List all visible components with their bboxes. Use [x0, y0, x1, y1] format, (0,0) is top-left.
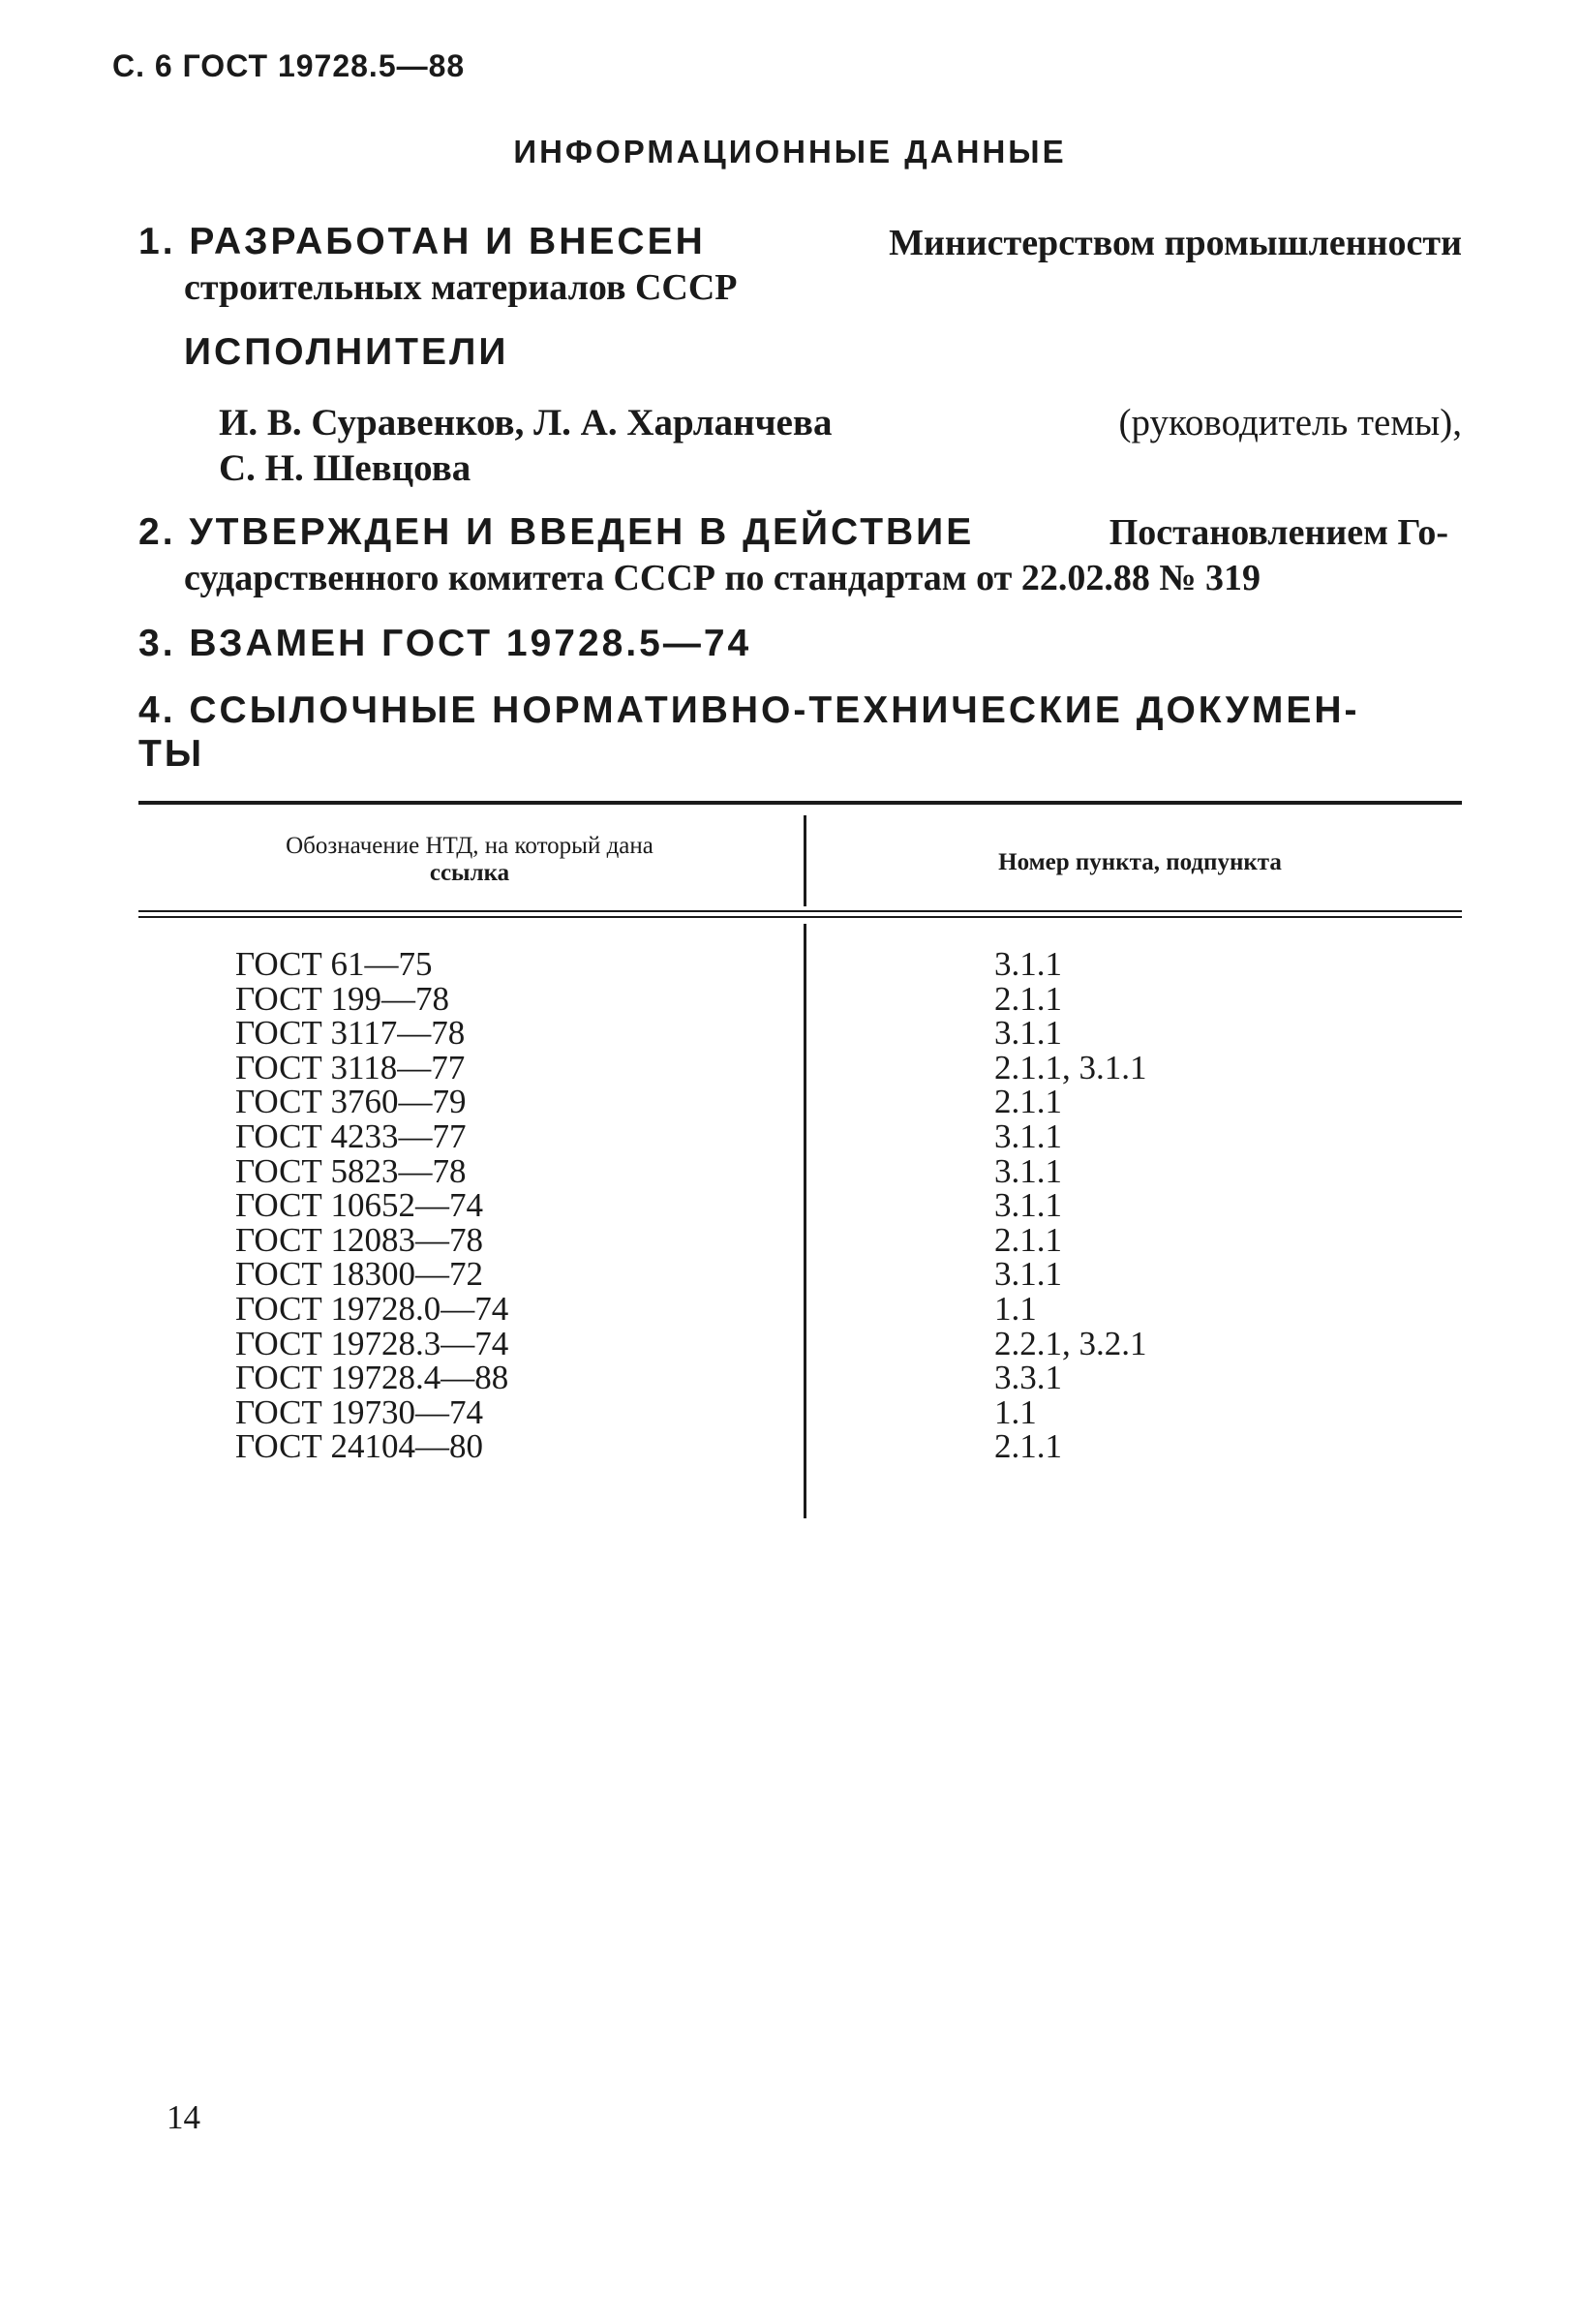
table-cell-clause: 3.1.1	[994, 1255, 1062, 1294]
item-4-heading-line-2: ТЫ	[138, 733, 205, 775]
table-cell-clause: 2.1.1, 3.1.1	[994, 1048, 1147, 1086]
performers-heading: ИСПОЛНИТЕЛИ	[184, 331, 509, 373]
table-cell-clause: 3.3.1	[994, 1359, 1062, 1397]
table-header-rule-1	[138, 910, 1462, 912]
table-cell-clause: 3.1.1	[994, 1116, 1062, 1155]
table-col-1-header	[174, 833, 765, 887]
table-header-rule-2	[138, 916, 1462, 918]
item-1-heading: 1. РАЗРАБОТАН И ВНЕСЕН	[138, 221, 706, 262]
table-cell-doc: ГОСТ 3118—77	[235, 1048, 466, 1086]
page-title: ИНФОРМАЦИОННЫЕ ДАННЫЕ	[513, 134, 1067, 169]
table-col-1-values	[235, 947, 508, 1464]
table-cell-doc: ГОСТ 18300—72	[235, 1255, 484, 1294]
table-cell-clause: 2.2.1, 3.2.1	[994, 1324, 1147, 1362]
table-cell-clause: 2.1.1	[994, 979, 1062, 1018]
table-body-divider	[804, 924, 806, 1518]
page-header-reference: С. 6 ГОСТ 19728.5—88	[112, 48, 466, 83]
table-col-1-header-line-1: Обозначение НТД, на который дана	[286, 833, 653, 859]
table-cell-doc: ГОСТ 12083—78	[235, 1220, 484, 1259]
table-cell-clause: 3.1.1	[994, 1151, 1062, 1190]
table-cell-clause: 1.1	[994, 1289, 1037, 1328]
item-4-heading-line-1: 4. ССЫЛОЧНЫЕ НОРМАТИВНО-ТЕХНИЧЕСКИЕ ДОКУМЕН-	[138, 689, 1360, 731]
table-cell-doc: ГОСТ 3760—79	[235, 1083, 467, 1121]
table-cell-doc: ГОСТ 199—78	[235, 979, 450, 1018]
item-1-line-2: строительных материалов СССР	[184, 267, 738, 308]
item-3-heading: 3. ВЗАМЕН ГОСТ 19728.5—74	[138, 623, 752, 664]
table-cell-clause: 3.1.1	[994, 1186, 1062, 1225]
table-col-2-header-text: Номер пункта, подпункта	[998, 849, 1282, 875]
table-cell-doc: ГОСТ 19728.3—74	[235, 1324, 509, 1362]
table-col-1-header-line-2: ссылка	[429, 860, 510, 886]
item-2-text: Постановлением Го-	[1109, 512, 1448, 553]
table-cell-clause: 2.1.1	[994, 1083, 1062, 1121]
item-1-text: Министерством промышленности	[889, 223, 1462, 263]
table-cell-clause: 3.1.1	[994, 945, 1062, 983]
table-col-2-header	[818, 849, 1462, 876]
table-cell-clause: 2.1.1	[994, 1220, 1062, 1259]
table-cell-doc: ГОСТ 3117—78	[235, 1014, 466, 1053]
table-top-rule	[138, 801, 1462, 805]
table-col-2-values	[994, 947, 1147, 1464]
table-header-divider	[804, 815, 806, 906]
table-cell-clause: 2.1.1	[994, 1427, 1062, 1466]
table-cell-doc: ГОСТ 19728.0—74	[235, 1289, 509, 1328]
table-cell-doc: ГОСТ 24104—80	[235, 1427, 484, 1466]
table-cell-doc: ГОСТ 5823—78	[235, 1151, 467, 1190]
table-cell-doc: ГОСТ 10652—74	[235, 1186, 484, 1225]
item-2-line-2: сударственного комитета СССР по стандартам от 22.02.88 № 319	[184, 558, 1261, 598]
item-2-heading: 2. УТВЕРЖДЕН И ВВЕДЕН В ДЕЙСТВИЕ	[138, 511, 975, 553]
table-cell-doc: ГОСТ 19730—74	[235, 1392, 484, 1431]
table-cell-doc: ГОСТ 4233—77	[235, 1116, 467, 1155]
performer-names: И. В. Суравенков, Л. А. Харланчева	[219, 402, 833, 443]
performer-role-note: (руководитель темы),	[1118, 402, 1462, 443]
table-cell-clause: 1.1	[994, 1392, 1037, 1431]
table-cell-clause: 3.1.1	[994, 1014, 1062, 1053]
page-number: 14	[167, 2098, 200, 2136]
performers-line-2: С. Н. Шевцова	[219, 447, 471, 489]
table-cell-doc: ГОСТ 61—75	[235, 945, 433, 983]
table-cell-doc: ГОСТ 19728.4—88	[235, 1359, 509, 1397]
performers-line-1-names	[219, 401, 832, 444]
